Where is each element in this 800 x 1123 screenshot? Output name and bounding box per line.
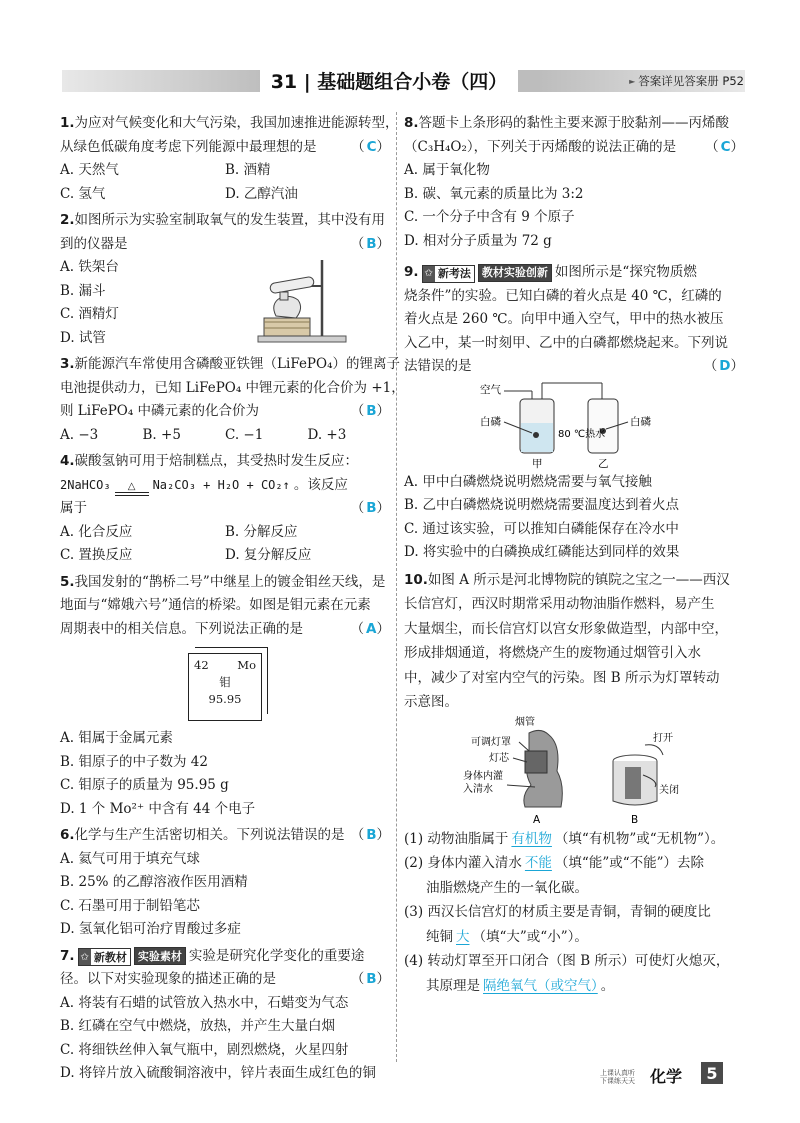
question-4 xyxy=(60,450,390,568)
figure-a-label: A xyxy=(533,813,541,826)
answer-box: （ A） xyxy=(350,620,390,637)
question-stem: 我国发射的“鹊桥二号”中继星上的镀金钼丝天线，是 xyxy=(74,573,386,590)
open-label: 打开 xyxy=(653,732,673,744)
air-label: 空气 xyxy=(480,383,501,396)
question-number: 9. xyxy=(404,264,419,280)
tag-new-method xyxy=(422,265,475,283)
option-d: D. 相对分子质量为 72 g xyxy=(404,232,552,249)
answer-value: B xyxy=(366,827,377,843)
answer-value: B xyxy=(366,500,377,516)
question-8 xyxy=(404,112,744,253)
answer-value: B xyxy=(366,235,377,252)
option-b: B. 酒精 xyxy=(225,162,271,178)
sub-question-4: (4) 转动灯罩至开口闭合（图 B 所示）可使灯火熄灭， xyxy=(404,953,730,969)
option-d: D. 复分解反应 xyxy=(225,547,312,563)
question-3 xyxy=(60,353,405,447)
option-c: C. 将细铁丝伸入氧气瓶中，剧烈燃烧，火星四射 xyxy=(60,1041,349,1058)
option-c: C. 置换反应 xyxy=(60,547,133,563)
question-stem: 法错误的是 xyxy=(404,358,472,374)
option-a: A. 甲中白磷燃烧说明燃烧需要与氧气接触 xyxy=(404,473,652,490)
tag-label: 实验素材 xyxy=(135,948,185,964)
equation-reactant: 2NaHCO₃ xyxy=(60,477,111,492)
question-stem: 新能源汽车常使用含磷酸亚铁锂（LiFePO₄）的锂离子 xyxy=(74,356,400,372)
question-stem: 周期表中的相关信息。下列说法正确的是 xyxy=(60,620,303,637)
right-column xyxy=(404,112,744,998)
question-5 xyxy=(60,571,390,822)
answer-value: C xyxy=(720,138,731,155)
option-c: C. −1 xyxy=(225,426,264,443)
wick-label: 灯芯 xyxy=(489,752,509,764)
figure-b-label: B xyxy=(631,813,639,826)
answer-value: C xyxy=(366,138,377,155)
question-1 xyxy=(60,112,399,206)
question-number: 8. xyxy=(404,115,419,131)
question-6 xyxy=(60,824,390,942)
tag-textbook-innovation xyxy=(478,264,552,282)
answer-box: （ B） xyxy=(350,500,390,516)
atomic-number: 42 xyxy=(194,658,209,672)
question-number: 2. xyxy=(60,212,75,228)
question-stem: 如图所示是“探究物质燃 xyxy=(554,264,697,280)
question-2 xyxy=(60,209,390,350)
question-stem: 到的仪器是 xyxy=(60,235,128,252)
question-stem: 为应对气候变化和大气污染，我国加速推进能源转型， xyxy=(74,115,399,131)
adjustable-cover-label: 可调灯罩 xyxy=(471,736,511,748)
answer-value: A xyxy=(366,620,377,637)
combustion-experiment-figure xyxy=(474,379,674,471)
footer-slogan xyxy=(600,1069,635,1085)
answer-box: （ C） xyxy=(705,138,744,155)
water-label-line1: 身体内灌 xyxy=(463,770,503,782)
option-d: D. +3 xyxy=(307,426,347,443)
question-stem: 长信宫灯，西汉时期常采用动物油脂作燃料，易产生 xyxy=(404,596,715,612)
option-c: C. 一个分子中含有 9 个原子 xyxy=(404,209,575,225)
answer-box: （ C） xyxy=(351,138,390,155)
answer-box: （ B） xyxy=(350,971,390,987)
question-stem: 大量烟尘，而长信宫灯以宫女形象做造型，内部中空， xyxy=(404,620,728,637)
triangle-icon: ► xyxy=(629,76,636,86)
option-d: D. 1 个 Mo²⁺ 中含有 44 个电子 xyxy=(60,800,256,817)
option-d: D. 将实验中的白磷换成红磷能达到同样的效果 xyxy=(404,544,680,560)
question-stem: 形成排烟通道，将燃烧产生的废物通过烟管引入水 xyxy=(404,645,701,661)
white-phosphorus-label-yi: 白磷 xyxy=(630,415,651,428)
equation-arrow xyxy=(115,482,149,496)
heat-condition: △ xyxy=(127,480,136,492)
option-b: B. 乙中白磷燃烧说明燃烧需要温度达到着火点 xyxy=(404,497,680,513)
column-divider xyxy=(396,112,397,1062)
sub-question-4-line2: 其原理是 隔绝氧气（或空气） 。 xyxy=(426,977,615,994)
star-icon: ✩ xyxy=(79,949,91,965)
sub-question-2-line2: 油脂燃烧产生的一氧化碳。 xyxy=(426,879,588,896)
question-stem: 径。以下对实验现象的描述正确的是 xyxy=(60,971,276,987)
answer-reference-text: 答案详见答案册 P52 xyxy=(638,74,744,88)
question-stem: 示意图。 xyxy=(404,694,458,710)
vessel-jia-label: 甲 xyxy=(532,457,543,470)
answer-value: 有机物 xyxy=(511,830,552,847)
question-stem: 入乙中，某一时刻甲、乙中的白磷都燃烧起来。下列说 xyxy=(404,334,728,351)
water-label-line2: 入清水 xyxy=(463,783,493,795)
question-7 xyxy=(60,945,390,1086)
question-stem: 着火点是 260 ℃。向甲中通入空气，甲中的热水被压 xyxy=(404,311,724,327)
option-b: B. 钼原子的中子数为 42 xyxy=(60,753,208,770)
sub-question-3-line2: 纯铜 大 （填“大”或“小”）。 xyxy=(426,928,588,945)
element-cell-molybdenum xyxy=(188,653,262,721)
answer-value: 大 xyxy=(456,928,470,945)
option-c: C. 酒精灯 xyxy=(60,306,119,322)
element-name: 钼 xyxy=(219,675,231,689)
question-9 xyxy=(404,261,744,565)
answer-reference xyxy=(612,72,744,90)
question-number: 1. xyxy=(60,115,75,131)
vessel-yi-label: 乙 xyxy=(598,457,609,470)
option-a: A. 天然气 xyxy=(60,162,119,178)
answer-value: 隔绝氧气（或空气） xyxy=(483,977,598,994)
tag-label: 新考法 xyxy=(437,267,471,280)
footer-slogan-line1: 上课认真听 xyxy=(600,1069,635,1077)
atomic-mass: 95.95 xyxy=(208,692,242,706)
question-number: 10. xyxy=(404,571,428,588)
hot-water-label: 80 ℃热水 xyxy=(558,428,606,440)
smoke-pipe-label: 烟管 xyxy=(515,716,535,728)
option-b: B. 漏斗 xyxy=(60,282,106,299)
left-column xyxy=(60,112,405,1086)
question-stem: 如图 A 所示是河北博物院的镇院之宝之一——西汉 xyxy=(427,571,730,588)
option-c: C. 通过该实验，可以推知白磷能保存在冷水中 xyxy=(404,520,679,537)
footer-slogan-line2: 下课练天天 xyxy=(600,1077,635,1085)
question-stem: 烧条件”的实验。已知白磷的着火点是 40 ℃，红磷的 xyxy=(404,287,722,304)
oxygen-apparatus-figure xyxy=(250,256,350,348)
option-a: A. 化合反应 xyxy=(60,523,133,540)
answer-value: 不能 xyxy=(524,855,552,871)
option-c: C. 石墨可用于制铅笔芯 xyxy=(60,897,200,914)
question-stem: 碳酸氢钠可用于焙制糕点，其受热时发生反应： xyxy=(74,453,359,469)
tag-experiment xyxy=(134,947,186,965)
answer-box: （ D） xyxy=(703,358,744,374)
question-stem: 电池提供动力，已知 LiFePO₄ 中锂元素的化合价为 +1， xyxy=(60,379,405,396)
option-d: D. 将锌片放入硫酸铜溶液中，锌片表面生成红色的铜 xyxy=(60,1065,376,1081)
question-number: 5. xyxy=(60,573,75,590)
question-number: 4. xyxy=(60,453,75,469)
answer-box: （ B） xyxy=(350,403,390,419)
option-a: A. 铁架台 xyxy=(60,259,119,275)
question-number: 7. xyxy=(60,947,75,964)
answer-box: （ B） xyxy=(350,827,390,843)
option-a: A. 属于氧化物 xyxy=(404,162,490,178)
page-title: 31 | 基础题组合小卷（四） xyxy=(260,64,518,96)
option-b: B. 碳、氧元素的质量比为 3:2 xyxy=(404,185,584,202)
question-stem: （C₃H₄O₂），下列关于丙烯酸的说法正确的是 xyxy=(404,138,677,155)
question-stem: 中，减少了对室内空气的污染。图 B 所示为灯罩转动 xyxy=(404,669,720,686)
tag-label: 教材实验创新 xyxy=(479,265,551,281)
option-c: C. 钼原子的质量为 95.95 g xyxy=(60,777,229,793)
question-stem: 从绿色低碳角度考虑下列能源中最理想的是 xyxy=(60,138,317,155)
white-phosphorus-label-jia: 白磷 xyxy=(480,415,501,428)
question-number: 6. xyxy=(60,827,75,843)
option-b: B. 25% 的乙醇溶液作医用酒精 xyxy=(60,874,248,890)
star-icon: ✩ xyxy=(423,266,435,282)
option-a: A. 钼属于金属元素 xyxy=(60,730,173,746)
answer-value: B xyxy=(366,971,377,987)
question-stem: 答题卡上条形码的黏性主要来源于胶黏剂——丙烯酸 xyxy=(418,115,730,131)
sub-question-1: (1) 动物油脂属于 有机物 （填“有机物”或“无机物”）。 xyxy=(404,830,725,847)
question-stem: 地面与“嫦娥六号”通信的桥梁。如图是钼元素在元素 xyxy=(60,597,371,613)
option-b: B. 红磷在空气中燃烧，放热，并产生大量白烟 xyxy=(60,1018,336,1034)
option-b: B. 分解反应 xyxy=(225,523,298,540)
option-b: B. +5 xyxy=(142,426,181,443)
answer-value: D xyxy=(719,358,731,374)
element-symbol: Mo xyxy=(237,658,256,672)
question-stem: 化学与生产生活密切相关。下列说法错误的是 xyxy=(74,827,345,843)
subject-label: 化学 xyxy=(650,1067,683,1086)
question-stem: 如图所示为实验室制取氧气的发生装置，其中没有用 xyxy=(74,212,386,228)
option-c: C. 氢气 xyxy=(60,185,106,202)
option-d: D. 氢氧化铝可治疗胃酸过多症 xyxy=(60,921,241,937)
page-number: 5 xyxy=(701,1062,723,1084)
question-number: 3. xyxy=(60,356,75,372)
question-stem: 。该反应 xyxy=(293,476,348,493)
question-stem: 实验是研究化学变化的重要途 xyxy=(188,947,365,964)
close-label: 关闭 xyxy=(659,784,679,796)
lamp-figure xyxy=(449,715,699,827)
question-stem: 则 LiFePO₄ 中磷元素的化合价为 xyxy=(60,403,260,419)
answer-box: （ B） xyxy=(350,235,390,252)
tag-new-textbook xyxy=(78,948,131,966)
sub-question-3: (3) 西汉长信宫灯的材质主要是青铜，青铜的硬度比 xyxy=(404,904,711,920)
option-d: D. 乙醇汽油 xyxy=(225,185,298,202)
option-d: D. 试管 xyxy=(60,329,106,346)
question-10 xyxy=(404,568,744,999)
option-a: A. 氦气可用于填充气球 xyxy=(60,850,200,867)
option-a: A. 将装有石蜡的试管放入热水中，石蜡变为气态 xyxy=(60,994,349,1011)
sub-question-2: (2) 身体内灌入清水 不能 （填“能”或“不能”）去除 xyxy=(404,855,705,871)
option-a: A. −3 xyxy=(60,426,99,443)
question-stem: 属于 xyxy=(60,500,87,516)
equation-products: Na₂CO₃ + H₂O + CO₂↑ xyxy=(152,477,290,492)
tag-label: 新教材 xyxy=(93,950,127,964)
answer-value: B xyxy=(366,403,377,419)
